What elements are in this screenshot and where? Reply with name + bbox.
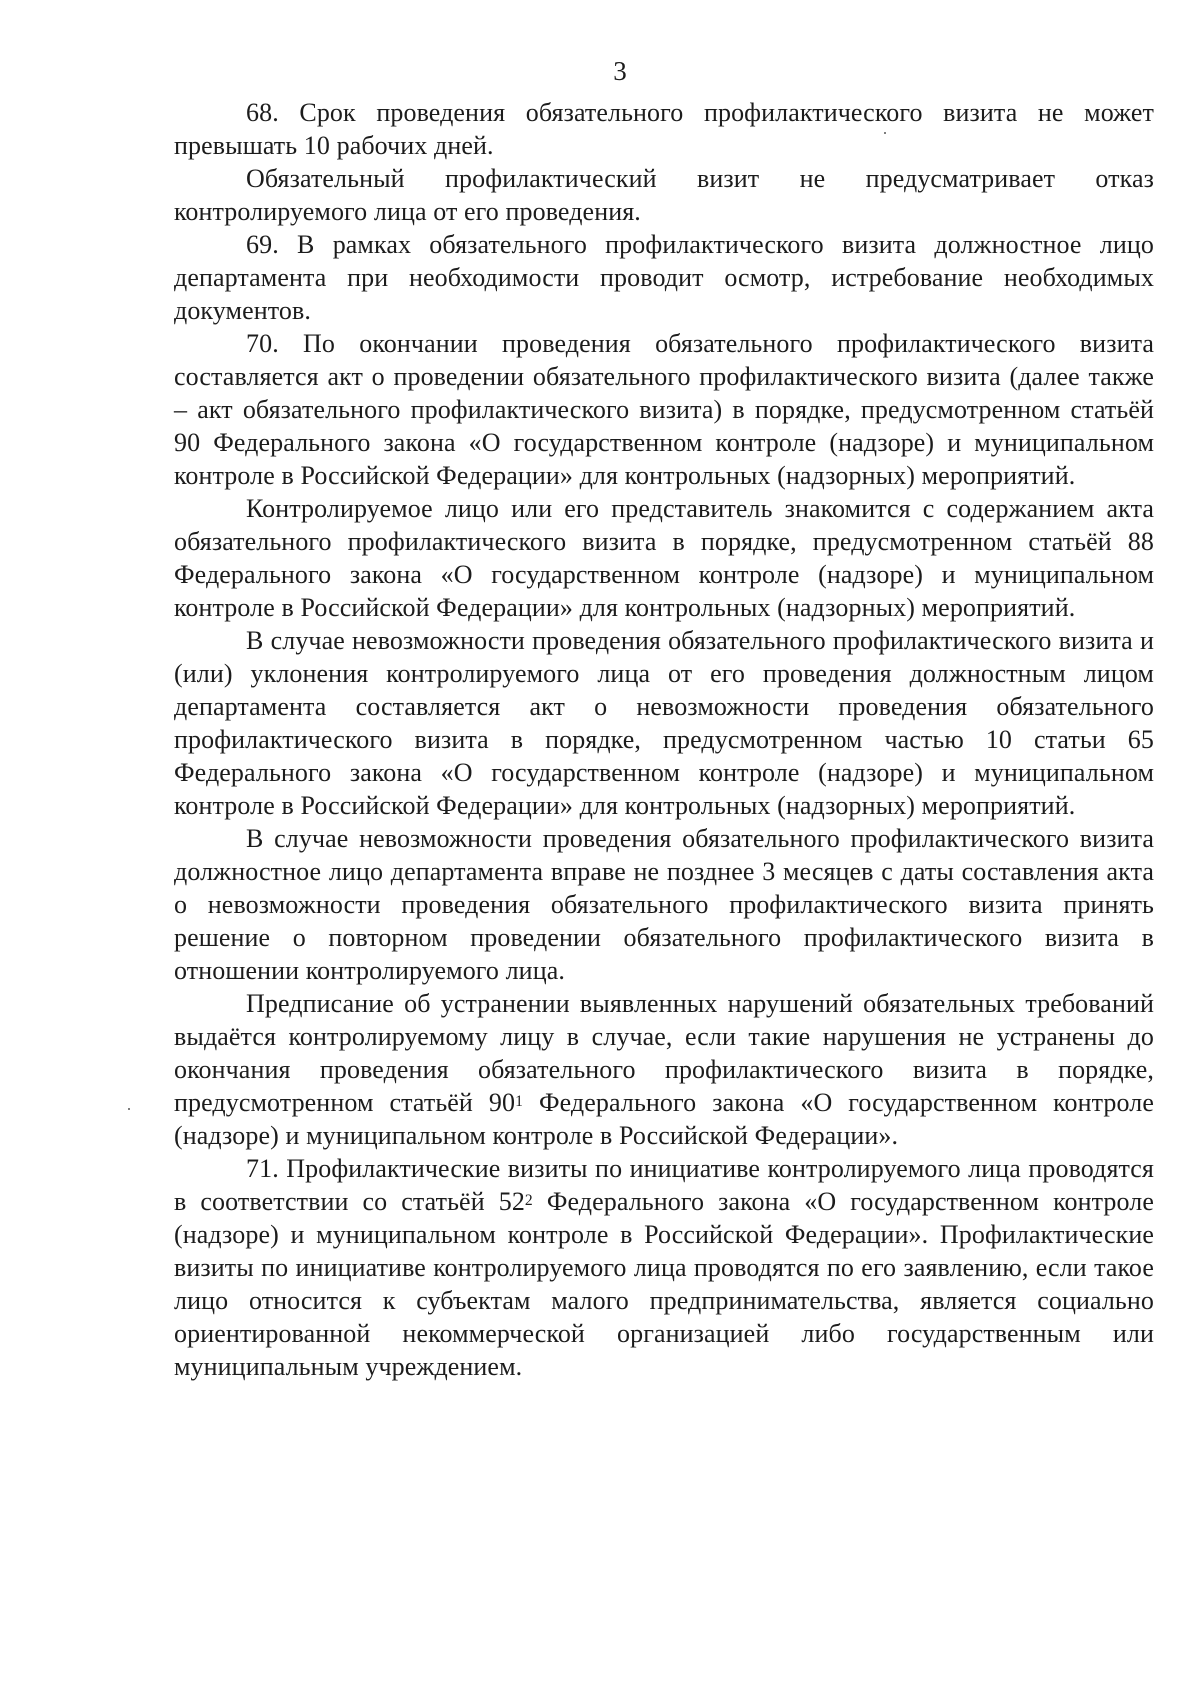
paragraph-70-prescription xyxy=(174,987,1154,1152)
paragraph-70-acquaintance: Контролируемое лицо или его представитель знакомится с содержанием акта обязательного профилактического визита в порядке, предусмотренном статьёй 88 Федерального закона «О государственном контроле (надзоре) и муниципальном контроле в Российской Федерации» для контрольных (надзорных) мероприятий. xyxy=(174,494,1154,622)
article-superscript: 1 xyxy=(515,1092,524,1110)
paragraph-71-after: Федерального закона «О государственном контроле (надзоре) и муниципальном контроле в Российской Федерации». Профилактические визиты по инициативе контролируемого лица проводятся по его заявлению, если такое лицо относится к субъектам малого предпринимательства, является социально ориентированной некоммерческой организацией либо государственным или муниципальным учреждением. xyxy=(174,1187,1154,1381)
paragraph-69: 69. В рамках обязательного профилактического визита должностное лицо департамента при необходимости проводит осмотр, истребование необходимых документов. xyxy=(174,230,1154,325)
article-superscript: 2 xyxy=(524,1191,533,1209)
prescription-text-before: Предписание об устранении выявленных нарушений обязательных требований выдаётся контролируемому лицу в случае, если такие нарушения не устранены до окончания проведения обязательного профилактического визита в порядке, предусмотренном статьёй 90 xyxy=(174,989,1154,1117)
page-number: 3 xyxy=(613,56,627,86)
paragraph-70-repeat-visit: В случае невозможности проведения обязательного профилактического визита должностное лицо департамента вправе не позднее 3 месяцев с даты составления акта о невозможности проведения обязательного профилактического визита принять решение о повторном проведении обязательного профилактического визита в отношении контролируемого лица. xyxy=(174,824,1154,985)
prescription-text-after: Федерального закона «О государственном контроле (надзоре) и муниципальном контроле в Российской Федерации». xyxy=(174,1088,1154,1150)
paragraph-71 xyxy=(174,1152,1154,1383)
paragraph-71-before: 71. Профилактические визиты по инициативе контролируемого лица проводятся в соответствии со статьёй 52 xyxy=(174,1154,1154,1216)
scan-speck xyxy=(128,1108,130,1110)
paragraph-68: 68. Срок проведения обязательного профилактического визита не может превышать 10 рабочих дней. xyxy=(174,98,1154,160)
document-body xyxy=(174,96,1154,1383)
paragraph-68-refusal: Обязательный профилактический визит не предусматривает отказ контролируемого лица от его проведения. xyxy=(174,164,1154,226)
paragraph-70: 70. По окончании проведения обязательного профилактического визита составляется акт о проведении обязательного профилактического визита (далее также – акт обязательного профилактического визита) в порядке, предусмотренном статьёй 90 Федерального закона «О государственном контроле (надзоре) и муниципальном контроле в Российской Федерации» для контрольных (надзорных) мероприятий. xyxy=(174,329,1154,490)
paragraph-70-impossibility-act: В случае невозможности проведения обязательного профилактического визита и (или) уклонения контролируемого лица от его проведения должностным лицом департамента составляется акт о невозможности проведения обязательного профилактического визита в порядке, предусмотренном частью 10 статьи 65 Федерального закона «О государственном контроле (надзоре) и муниципальном контроле в Российской Федерации» для контрольных (надзорных) мероприятий. xyxy=(174,626,1154,820)
scan-speck xyxy=(884,132,886,134)
